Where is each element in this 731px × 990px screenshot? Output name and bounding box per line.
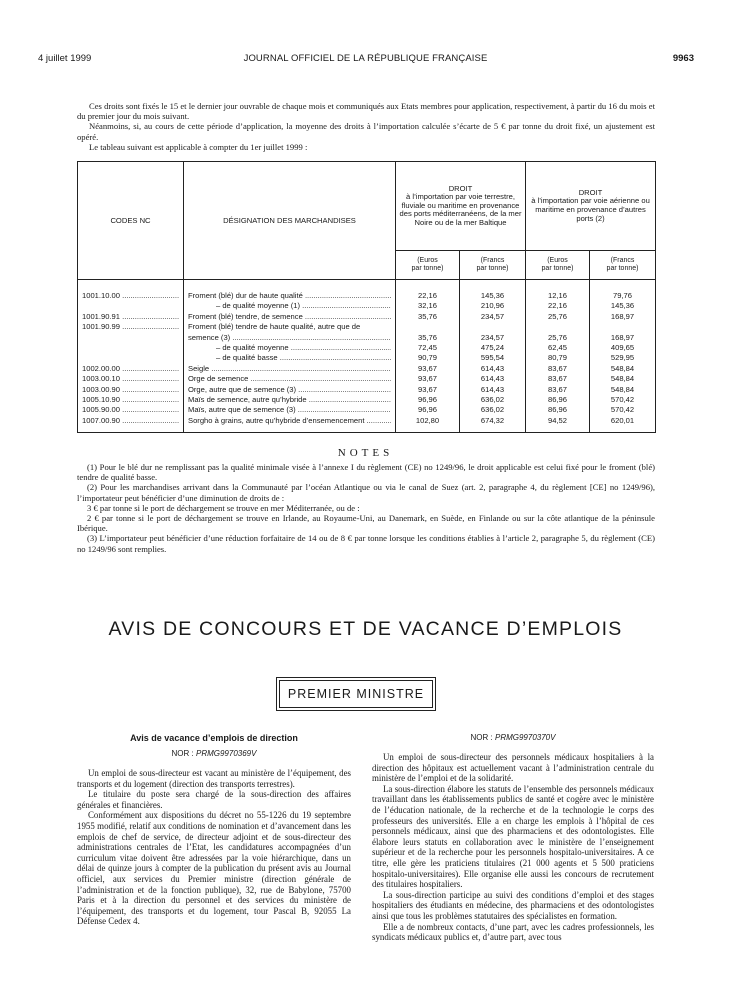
table-row	[78, 385, 656, 395]
duty-euros-med	[396, 322, 460, 332]
column-header-designation: DÉSIGNATION DES MARCHANDISES	[184, 162, 396, 280]
left-column	[77, 733, 351, 927]
nc-code: 1005.10.90 .....	[82, 395, 179, 405]
designation-text: Orge de semence .....	[188, 374, 391, 384]
nc-code: 1005.90.00 .....	[82, 405, 179, 415]
section-title: AVIS DE CONCOURS ET DE VACANCE D’EMPLOIS	[108, 618, 623, 640]
note-item: (2) Pour les marchandises arrivant dans la Communauté par l’océan Atlantique ou via le canal de Suez (art. 2, paragraphe 4, du règlement [CE] no 1249/96), l’importateur peut bénéficier d’une diminution de droits de :	[77, 482, 655, 503]
table-row	[78, 353, 656, 363]
duty-francs-other: 79,76	[590, 280, 656, 302]
nc-code: 1003.00.10 .....	[82, 374, 179, 384]
duty-francs-other: 168,97	[590, 312, 656, 322]
duty-euros-med: 72,45	[396, 343, 460, 353]
duty-euros-other: 86,96	[526, 395, 590, 405]
nc-code: 1001.90.91 .....	[82, 312, 179, 322]
designation-cell	[184, 343, 396, 353]
nc-code: 1007.00.90 .....	[82, 416, 179, 426]
table-row	[78, 280, 656, 302]
table-row	[78, 395, 656, 405]
designation-cell	[184, 333, 396, 343]
duty-euros-other: 83,67	[526, 364, 590, 374]
nc-code: 1003.00.90 .....	[82, 385, 179, 395]
nor-reference	[372, 733, 654, 742]
designation-text: Maïs de semence, autre qu’hybride .....	[188, 395, 391, 405]
table-row	[78, 416, 656, 433]
duty-francs-other: 409,65	[590, 343, 656, 353]
nc-code-cell	[78, 353, 184, 363]
unit-euros: (Euros par tonne)	[526, 251, 590, 280]
duty-euros-med: 102,80	[396, 416, 460, 433]
duty-euros-med: 35,76	[396, 312, 460, 322]
duty-francs-other: 145,36	[590, 301, 656, 311]
duty-euros-med: 93,67	[396, 374, 460, 384]
duty-francs-med: 234,57	[460, 333, 526, 343]
table-row	[78, 322, 656, 332]
table-body	[78, 280, 656, 433]
designation-text: Froment (blé) tendre, de semence .....	[188, 312, 391, 322]
table-row	[78, 364, 656, 374]
header-date: 4 juillet 1999	[38, 53, 92, 64]
duty-francs-med: 636,02	[460, 405, 526, 415]
table-row	[78, 343, 656, 353]
designation-text: semence (3) .....	[188, 333, 391, 343]
duty-francs-med: 145,36	[460, 280, 526, 302]
duty-euros-other	[526, 322, 590, 332]
nor-code: PRMG9970369V	[195, 749, 257, 758]
notice-paragraph: La sous-direction élabore les statuts de l’ensemble des personnels médicaux travaillant dans les établissements publics de santé et cogère avec le ministère de l’éducation nationale, de la recherche et de la technologie le corps des professeurs des universités. Elle a en charge les emplois à l’hôpital de ces personnels médicaux, ainsi que des pharmaciens et des odontologistes. Elle élabore leurs statuts en collaboration avec le ministère de l’enseignement supérieur et de la recherche pour les personnels hospitalo-universitaires. A ce titre, elle gère les praticiens titulaires (21 000 agents et 5 500 praticiens hospitalo-universitaires). Elle organise elle aussi les concours de recrutement des titulaires hospitaliers.	[372, 783, 654, 890]
nor-label: NOR :	[470, 733, 493, 742]
designation-cell	[184, 364, 396, 374]
designation-text: Maïs, autre que de semence (3) .....	[188, 405, 391, 415]
designation-text: Seigle .....	[188, 364, 391, 374]
duty-euros-med: 93,67	[396, 364, 460, 374]
duty-francs-other: 570,42	[590, 395, 656, 405]
duty-euros-other: 86,96	[526, 405, 590, 415]
duty-francs-med: 210,96	[460, 301, 526, 311]
nc-code: 1001.10.00 .....	[82, 291, 179, 301]
duty-francs-other	[590, 322, 656, 332]
page-number: 9963	[672, 53, 694, 64]
table-row	[78, 333, 656, 343]
nc-code-cell	[78, 343, 184, 353]
duty-francs-med	[460, 322, 526, 332]
ministry-label: PREMIER MINISTRE	[287, 687, 425, 701]
notice-paragraph: Le titulaire du poste sera chargé de la sous-direction des affaires générales et financières.	[77, 789, 351, 810]
duty-francs-other: 548,84	[590, 364, 656, 374]
designation-text: – de qualité moyenne .....	[188, 343, 391, 353]
table-row	[78, 405, 656, 415]
designation-cell	[184, 280, 396, 302]
nc-code-cell	[78, 405, 184, 415]
notice-paragraph: Un emploi de sous-directeur des personnels médicaux hospitaliers à la direction des hôpitaux est actuellement vacant à l’administration centrale du ministère de l’emploi et de la solidarité.	[372, 752, 654, 784]
nc-code-cell	[78, 333, 184, 343]
nc-code-cell	[78, 374, 184, 384]
designation-text: – de qualité basse .....	[188, 353, 391, 363]
duty-euros-other: 83,67	[526, 385, 590, 395]
table-row	[78, 374, 656, 384]
import-duties-table	[77, 161, 656, 433]
note-item: 3 € par tonne si le port de déchargement se trouve en mer Méditerranée, ou de :	[87, 502, 360, 513]
table-row	[78, 301, 656, 311]
designation-cell	[184, 312, 396, 322]
note-item: (3) L’importateur peut bénéficier d’une réduction forfaitaire de 14 ou de 8 € par tonne lorsque les conditions établies à l’article 2, paragraphe 5, du règlement (CE) no 1249/96 sont remplies.	[77, 533, 655, 554]
notes-heading: NOTES	[337, 447, 394, 459]
duty-euros-other: 22,16	[526, 301, 590, 311]
duty-euros-other: 83,67	[526, 374, 590, 384]
duty-francs-med: 234,57	[460, 312, 526, 322]
duty-francs-other: 620,01	[590, 416, 656, 433]
duty-francs-med: 595,54	[460, 353, 526, 363]
unit-francs: (Francs par tonne)	[590, 251, 656, 280]
duty-francs-med: 674,32	[460, 416, 526, 433]
duty-euros-other: 25,76	[526, 333, 590, 343]
designation-cell	[184, 385, 396, 395]
duty-francs-other: 548,84	[590, 374, 656, 384]
column-header-codes: CODES NC	[78, 162, 184, 280]
nc-code-cell	[78, 280, 184, 302]
note-item: 2 € par tonne si le port de déchargement se trouve en Irlande, au Royaume-Uni, au Danemark, en Suède, en Finlande ou sur la côte atlantique de la péninsule Ibérique.	[77, 513, 655, 534]
duty-euros-other: 25,76	[526, 312, 590, 322]
designation-cell	[184, 416, 396, 433]
designation-cell	[184, 374, 396, 384]
intro-paragraph: Ces droits sont fixés le 15 et le dernier jour ouvrable de chaque mois et communiqués aux Etats membres pour application, respectivement, à partir du 16 du mois et du premier jour du mois suivant.	[77, 101, 655, 122]
nc-code-cell	[78, 385, 184, 395]
table-row	[78, 312, 656, 322]
nc-code: 1002.00.00 .....	[82, 364, 179, 374]
duty-francs-other: 529,95	[590, 353, 656, 363]
designation-cell	[184, 301, 396, 311]
journal-title: JOURNAL OFFICIEL DE LA RÉPUBLIQUE FRANÇAISE	[243, 53, 488, 64]
nc-code-cell	[78, 364, 184, 374]
duty-euros-med: 32,16	[396, 301, 460, 311]
designation-cell	[184, 353, 396, 363]
duty-euros-med: 96,96	[396, 395, 460, 405]
notice-subheading: Avis de vacance d’emplois de direction	[130, 733, 298, 743]
duty-euros-med: 22,16	[396, 280, 460, 302]
intro-text	[77, 101, 655, 152]
nc-code-cell	[78, 301, 184, 311]
nc-code-cell	[78, 416, 184, 433]
nor-reference	[77, 749, 351, 758]
duty-euros-other: 80,79	[526, 353, 590, 363]
group-label: DROIT à l’importation par voie terrestre, fluviale ou maritime en provenance des ports méditerranéens, de la mer Noire ou de la mer Baltique	[399, 183, 522, 227]
duty-euros-med: 93,67	[396, 385, 460, 395]
duty-euros-other: 12,16	[526, 280, 590, 302]
notice-paragraph: La sous-direction participe au suivi des conditions d’emploi et des stages hospitaliers des étudiants en médecine, des pharmaciens et des odontologistes ainsi que tous les problèmes statutaires des spécialistes en formation.	[372, 889, 654, 921]
note-item: (1) Pour le blé dur ne remplissant pas la qualité minimale visée à l’annexe I du règlement (CE) no 1249/96, le droit applicable est celui fixé pour le froment (blé) tendre de qualité basse.	[77, 462, 655, 483]
notice-paragraph: Conformément aux dispositions du décret no 55-1226 du 19 septembre 1955 modifié, relatif aux conditions de nomination et d’avancement dans les emplois de chef de service, de directeur adjoint et de sous-directeur des administrations centrales de l’Etat, les candidatures accompagnées d’un curriculum vitae doivent être adressées par la voie hiérarchique, dans un délai de quinze jours à compter de la publication du présent avis au Journal officiel, aux services du Premier ministre (direction générale de l’administration et de la fonction publique), 32, rue de Babylone, 75700 Paris et à la direction du personnel et des services du ministère de l’équipement, des transports et du logement, tour Pascal B, 92055 La Défense Cedex 4.	[77, 810, 351, 927]
notice-paragraph: Elle a de nombreux contacts, d’une part, avec les cadres professionnels, les syndicats médicaux publics et, d’autre part, avec tous	[372, 921, 654, 943]
duty-francs-med: 614,43	[460, 364, 526, 374]
duty-francs-other: 548,84	[590, 385, 656, 395]
duty-francs-other: 168,97	[590, 333, 656, 343]
designation-text: Froment (blé) tendre de haute qualité, autre que de	[188, 322, 361, 332]
designation-text: Sorgho à grains, autre qu’hybride d’ensemencement .....	[188, 416, 391, 426]
designation-cell	[184, 405, 396, 415]
duty-francs-med: 475,24	[460, 343, 526, 353]
nc-code-cell	[78, 322, 184, 332]
nc-code-cell	[78, 395, 184, 405]
duty-euros-med: 96,96	[396, 405, 460, 415]
notice-paragraph: Un emploi de sous-directeur est vacant au ministère de l’équipement, des transports et du logement (direction des transports terrestres).	[77, 768, 351, 789]
duty-francs-med: 636,02	[460, 395, 526, 405]
duty-euros-other: 62,45	[526, 343, 590, 353]
designation-text: Orge, autre que de semence (3) .....	[188, 385, 391, 395]
duty-francs-other: 570,42	[590, 405, 656, 415]
designation-text: – de qualité moyenne (1) .....	[188, 301, 391, 311]
nc-code-cell	[78, 312, 184, 322]
duty-francs-med: 614,43	[460, 374, 526, 384]
nor-code: PRMG9970370V	[494, 733, 556, 742]
duty-francs-med: 614,43	[460, 385, 526, 395]
group-label: DROIT à l’importation par voie aérienne ou maritime en provenance d’autres ports (2)	[531, 187, 650, 223]
designation-cell	[184, 395, 396, 405]
duty-euros-med: 90,79	[396, 353, 460, 363]
unit-euros: (Euros par tonne)	[396, 251, 460, 280]
nc-code: 1001.90.99 .....	[82, 322, 179, 332]
nor-label: NOR :	[171, 749, 194, 758]
right-column	[372, 733, 654, 943]
duty-euros-med: 35,76	[396, 333, 460, 343]
column-group-other-ports	[526, 162, 656, 251]
intro-paragraph: Néanmoins, si, au cours de cette période d’application, la moyenne des droits à l’importation calculée s’écarte de 5 € par tonne du droit fixé, un ajustement est opéré.	[77, 121, 655, 142]
duty-euros-other: 94,52	[526, 416, 590, 433]
unit-francs: (Francs par tonne)	[460, 251, 526, 280]
designation-cell	[184, 322, 396, 332]
notes-list	[77, 462, 655, 554]
designation-text: Froment (blé) dur de haute qualité .....	[188, 291, 391, 301]
intro-paragraph: Le tableau suivant est applicable à compter du 1er juillet 1999 :	[89, 141, 308, 152]
column-group-mediterranean	[396, 162, 526, 251]
ministry-box	[279, 680, 433, 708]
